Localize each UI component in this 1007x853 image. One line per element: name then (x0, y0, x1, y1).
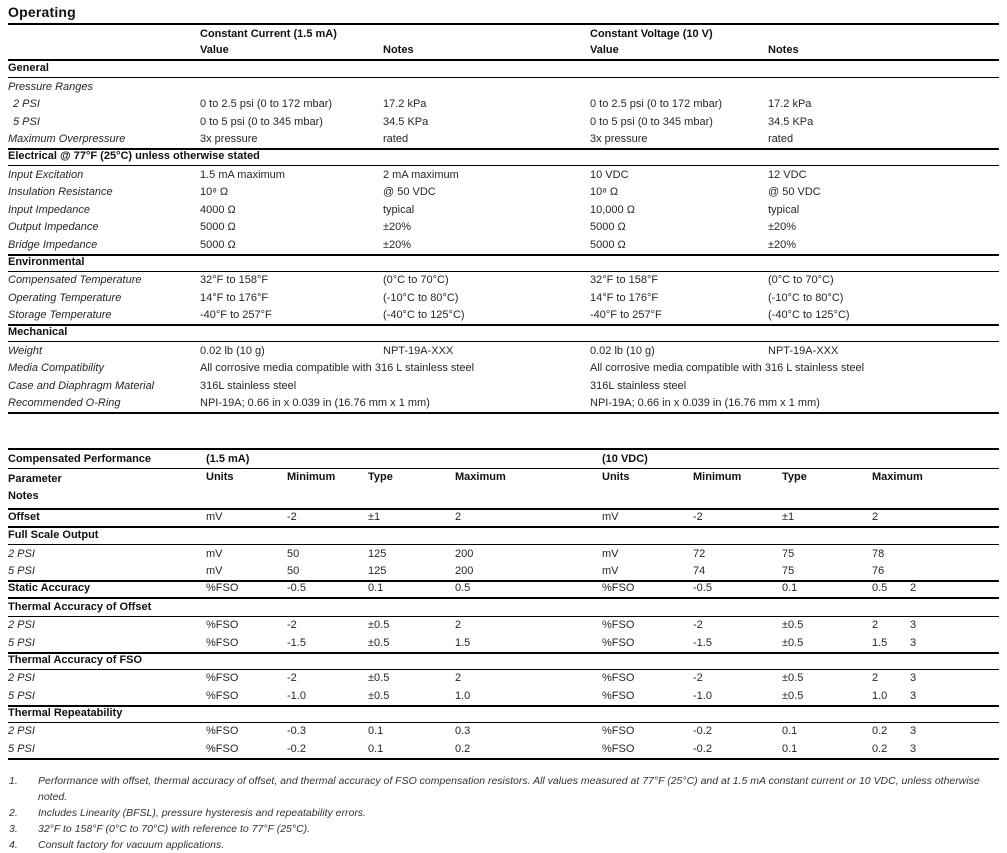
param-cell: Storage Temperature (8, 309, 112, 321)
section-header: Full Scale Output (8, 529, 99, 541)
minimum-cell: -1.0 (693, 689, 712, 702)
maximum-column-header: Maximum (872, 471, 923, 483)
notes-column-header: Notes (768, 43, 799, 56)
footnote-text: 32°F to 158°F (0°C to 70°C) with reference to 77°F (25°C). (38, 822, 311, 835)
param-cell: 5 PSI (13, 115, 40, 128)
table-row (8, 563, 999, 581)
param-cell: 2 PSI (8, 619, 35, 631)
table-row (8, 289, 999, 307)
param-cell: Bridge Impedance (8, 238, 98, 251)
type-cell: ±0.5 (368, 619, 390, 631)
minimum-cell: -2 (693, 510, 703, 523)
maximum-cell: 0.2 (455, 742, 471, 755)
value-cell: 5000 Ω (590, 221, 626, 233)
param-cell: 2 PSI (13, 98, 40, 110)
value-cell: 3x pressure (590, 133, 648, 145)
type-cell: ±0.5 (368, 636, 390, 649)
col-group-constant-current: Constant Current (1.5 mA) (200, 28, 337, 40)
value-cell: 4000 Ω (200, 203, 236, 216)
type-cell: ±0.5 (368, 672, 390, 684)
units-cell: %FSO (206, 742, 239, 755)
minimum-column-header: Minimum (693, 471, 742, 483)
maximum-cell: 0.5 (455, 582, 471, 594)
value-cell: 3x pressure (200, 133, 258, 145)
minimum-cell: -0.5 (287, 582, 306, 594)
col-group-voltage: (10 VDC) (602, 453, 648, 465)
minimum-cell: -2 (693, 619, 703, 631)
table-row (8, 545, 999, 563)
units-column-header: Units (602, 471, 630, 483)
section-row (8, 599, 999, 617)
table-row (8, 723, 999, 741)
value-cell: 10 VDC (590, 168, 629, 181)
notes-cell: ±20% (383, 221, 412, 233)
table-row (8, 184, 999, 202)
type-column-header: Type (782, 471, 807, 483)
value-cell: 14°F to 176°F (590, 291, 659, 304)
footnote-number: 3. (9, 822, 18, 835)
value-cell: 10⁸ Ω (590, 186, 619, 198)
table-header-row (8, 25, 999, 43)
notes-cell: @ 50 VDC (768, 186, 821, 198)
section-header: Electrical @ 77°F (25°C) unless otherwise stated (8, 150, 260, 162)
table-row (8, 307, 999, 325)
notes-cell: 17.2 kPa (768, 98, 812, 110)
col-group-current: (1.5 mA) (206, 453, 250, 465)
param-cell: Offset (8, 510, 40, 523)
minimum-cell: 50 (287, 547, 300, 560)
units-cell: %FSO (602, 636, 635, 649)
value-cell: 0 to 5 psi (0 to 345 mbar) (200, 115, 323, 128)
table-header-row (8, 43, 999, 61)
minimum-cell: 50 (287, 565, 300, 577)
units-cell: mV (602, 565, 619, 577)
param-cell: 5 PSI (8, 565, 35, 577)
table-row (8, 96, 999, 114)
table-row (8, 131, 999, 149)
note-ref-cell: 3 (910, 619, 917, 631)
table-row (8, 166, 999, 184)
operating-spec-table (8, 23, 999, 414)
notes-cell: ±20% (768, 221, 797, 233)
performance-table-title: Compensated Performance (8, 453, 152, 465)
units-cell: mV (602, 547, 619, 560)
maximum-cell: 0.3 (455, 725, 471, 737)
param-cell: 2 PSI (8, 672, 35, 684)
footnote (8, 837, 999, 853)
units-cell: mV (206, 547, 223, 560)
notes-cell: (0°C to 70°C) (383, 274, 449, 286)
maximum-cell: 78 (872, 547, 885, 560)
table-row (8, 113, 999, 131)
maximum-cell: 1.5 (455, 636, 471, 649)
type-cell: ±0.5 (368, 689, 390, 702)
units-cell: %FSO (602, 672, 635, 684)
param-cell: Recommended O-Ring (8, 397, 121, 409)
param-cell: Maximum Overpressure (8, 133, 126, 145)
param-cell: 2 PSI (8, 725, 35, 737)
minimum-cell: -1.5 (693, 636, 712, 649)
table-row (8, 395, 999, 413)
units-cell: mV (602, 510, 619, 523)
notes-column-header: Notes (383, 43, 414, 56)
param-cell: Compensated Temperature (8, 274, 142, 286)
footnote-text: Consult factory for vacuum applications. (38, 838, 225, 851)
value-cell: 0.02 lb (10 g) (590, 344, 655, 357)
section-header: General (8, 62, 49, 74)
units-cell: %FSO (206, 636, 239, 649)
footnote-number: 4. (9, 838, 18, 851)
table-row (8, 272, 999, 290)
type-cell: 125 (368, 565, 387, 577)
param-cell: 5 PSI (8, 689, 35, 702)
units-cell: %FSO (602, 689, 635, 702)
section-header: Thermal Accuracy of FSO (8, 653, 143, 666)
type-cell: ±1 (782, 510, 795, 523)
units-cell: %FSO (206, 725, 239, 737)
param-cell: 5 PSI (8, 636, 35, 649)
value-cell: All corrosive media compatible with 316 L stainless steel (590, 362, 865, 374)
notes-column-header: Notes (8, 490, 39, 502)
maximum-cell: 76 (872, 565, 885, 577)
section-row (8, 528, 999, 546)
value-cell: 0 to 5 psi (0 to 345 mbar) (590, 115, 713, 128)
minimum-cell: 72 (693, 547, 706, 560)
units-cell: mV (206, 565, 223, 577)
col-group-constant-voltage: Constant Voltage (10 V) (590, 28, 713, 40)
minimum-cell: -2 (287, 672, 297, 684)
type-cell: 0.1 (368, 582, 384, 594)
note-ref-cell: 3 (910, 742, 917, 755)
type-cell: ±0.5 (782, 619, 804, 631)
notes-cell: 34.5 KPa (768, 115, 814, 128)
maximum-cell: 2 (872, 619, 879, 631)
param-cell: Media Compatibility (8, 362, 104, 374)
maximum-column-header: Maximum (455, 471, 506, 483)
maximum-cell: 0.5 (872, 582, 888, 594)
maximum-cell: 1.0 (872, 689, 888, 702)
minimum-cell: -2 (287, 619, 297, 631)
param-cell: Operating Temperature (8, 291, 122, 304)
notes-cell: (0°C to 70°C) (768, 274, 834, 286)
units-cell: %FSO (206, 619, 239, 631)
value-cell: 0 to 2.5 psi (0 to 172 mbar) (200, 98, 333, 110)
param-notes-header-cell (8, 471, 206, 505)
table-row (8, 78, 999, 96)
value-cell: 5000 Ω (590, 238, 626, 251)
type-cell: 0.1 (368, 742, 384, 755)
value-cell: 14°F to 176°F (200, 291, 269, 304)
note-ref-cell: 3 (910, 689, 917, 702)
param-cell: Static Accuracy (8, 582, 91, 594)
param-cell: 2 PSI (8, 547, 35, 560)
param-cell: Input Excitation (8, 168, 84, 181)
units-cell: %FSO (602, 619, 635, 631)
notes-cell: (-10°C to 80°C) (383, 291, 459, 304)
page-title: Operating (8, 4, 76, 20)
type-cell: 0.1 (782, 582, 798, 594)
section-header: Thermal Repeatability (8, 706, 123, 719)
value-cell: -40°F to 257°F (590, 309, 662, 321)
minimum-cell: -2 (287, 510, 297, 523)
table-row (8, 201, 999, 219)
minimum-cell: -0.2 (287, 742, 306, 755)
note-ref-cell: 3 (910, 725, 917, 737)
notes-cell: ±20% (383, 238, 412, 251)
param-cell: Output Impedance (8, 221, 99, 233)
value-cell: 316L stainless steel (590, 379, 687, 392)
minimum-cell: -1.5 (287, 636, 306, 649)
param-cell: Case and Diaphragm Material (8, 379, 155, 392)
minimum-cell: -0.2 (693, 725, 712, 737)
table-header-row (8, 469, 999, 510)
note-ref-cell: 2 (910, 582, 917, 594)
notes-cell: rated (768, 133, 794, 145)
value-cell: NPI-19A; 0.66 in x 0.039 in (16.76 mm x 1 mm) (590, 397, 820, 409)
notes-cell: typical (383, 203, 415, 216)
maximum-cell: 1.5 (872, 636, 888, 649)
type-cell: 75 (782, 547, 795, 560)
footnote-text: Performance with offset, thermal accuracy of offset, and thermal accuracy of FSO compensation resistors. All values measured at 77°F (25°C) and at 1.5 mA constant current or 10 VDC, unless otherwise noted. (38, 774, 980, 803)
minimum-cell: -2 (693, 672, 703, 684)
value-cell: 5000 Ω (200, 221, 236, 233)
notes-cell: typical (768, 203, 800, 216)
footnote-number: 1. (9, 774, 18, 787)
units-column-header: Units (206, 471, 234, 483)
value-column-header: Value (200, 43, 229, 56)
value-cell: 0.02 lb (10 g) (200, 344, 265, 357)
units-cell: mV (206, 510, 223, 523)
value-cell: NPI-19A; 0.66 in x 0.039 in (16.76 mm x 1 mm) (200, 397, 430, 409)
table-row (8, 236, 999, 254)
maximum-cell: 2 (455, 619, 462, 631)
table-row (8, 342, 999, 360)
value-cell: 10,000 Ω (590, 203, 635, 216)
maximum-cell: 0.2 (872, 742, 888, 755)
type-column-header: Type (368, 471, 393, 483)
table-row (8, 510, 999, 528)
type-cell: 0.1 (782, 742, 798, 755)
value-cell: 0 to 2.5 psi (0 to 172 mbar) (590, 98, 723, 110)
value-cell: 32°F to 158°F (590, 274, 659, 286)
value-cell: 32°F to 158°F (200, 274, 269, 286)
maximum-cell: 2 (455, 672, 462, 684)
value-cell: 316L stainless steel (200, 379, 297, 392)
footnote-text: Includes Linearity (BFSL), pressure hysteresis and repeatability errors. (38, 806, 366, 819)
note-ref-cell: 3 (910, 672, 917, 684)
notes-cell: @ 50 VDC (383, 186, 436, 198)
maximum-cell: 1.0 (455, 689, 471, 702)
section-header: Mechanical (8, 326, 68, 338)
notes-cell: (-10°C to 80°C) (768, 291, 844, 304)
type-cell: 75 (782, 565, 795, 577)
units-cell: %FSO (602, 582, 635, 594)
param-cell: 5 PSI (8, 742, 35, 755)
type-cell: ±0.5 (782, 672, 804, 684)
table-row (8, 377, 999, 395)
type-cell: ±0.5 (782, 636, 804, 649)
type-cell: ±0.5 (782, 689, 804, 702)
footnote (8, 821, 999, 837)
section-header: Environmental (8, 255, 85, 268)
table-row (8, 740, 999, 758)
value-cell: 5000 Ω (200, 238, 236, 251)
minimum-cell: -0.2 (693, 742, 712, 755)
value-column-header: Value (590, 43, 619, 56)
table-row (8, 670, 999, 688)
minimum-cell: 74 (693, 565, 706, 577)
minimum-column-header: Minimum (287, 471, 336, 483)
section-row (8, 148, 999, 166)
maximum-cell: 2 (872, 510, 879, 523)
table-row (8, 634, 999, 652)
footnotes-list (8, 773, 999, 853)
type-cell: 0.1 (368, 725, 384, 737)
table-row (8, 360, 999, 378)
param-cell: Input Impedance (8, 203, 90, 216)
footnote-number: 2. (9, 806, 18, 819)
minimum-cell: -1.0 (287, 689, 306, 702)
table-row (8, 219, 999, 237)
notes-cell: (-40°C to 125°C) (768, 309, 850, 321)
notes-cell: (-40°C to 125°C) (383, 309, 465, 321)
performance-spec-table (8, 448, 999, 760)
minimum-cell: -0.5 (693, 582, 712, 594)
table-row (8, 580, 999, 599)
table-row (8, 617, 999, 635)
maximum-cell: 2 (872, 672, 879, 684)
notes-cell: 2 mA maximum (383, 168, 459, 181)
param-cell: Pressure Ranges (8, 80, 93, 93)
value-cell: All corrosive media compatible with 316 L stainless steel (200, 362, 475, 374)
section-row (8, 254, 999, 272)
type-cell: ±1 (368, 510, 381, 523)
param-cell: Insulation Resistance (8, 186, 113, 198)
section-row (8, 61, 999, 79)
parameter-column-header: Parameter (8, 473, 62, 485)
notes-cell: 34.5 KPa (383, 115, 429, 128)
value-cell: 10⁸ Ω (200, 186, 229, 198)
footnote (8, 773, 999, 805)
maximum-cell: 2 (455, 510, 462, 523)
param-cell: Weight (8, 344, 43, 357)
note-ref-cell: 3 (910, 636, 917, 649)
type-cell: 0.1 (782, 725, 798, 737)
notes-cell: NPT-19A-XXX (383, 344, 454, 357)
footnote (8, 805, 999, 821)
type-cell: 125 (368, 547, 387, 560)
units-cell: %FSO (206, 672, 239, 684)
section-row (8, 324, 999, 342)
section-row (8, 652, 999, 670)
table-header-row (8, 450, 999, 469)
section-header: Thermal Accuracy of Offset (8, 600, 152, 613)
units-cell: %FSO (602, 742, 635, 755)
units-cell: %FSO (206, 689, 239, 702)
notes-cell: ±20% (768, 238, 797, 251)
table-row (8, 687, 999, 705)
notes-cell: 12 VDC (768, 168, 807, 181)
value-cell: 1.5 mA maximum (200, 168, 285, 181)
section-row (8, 705, 999, 723)
maximum-cell: 200 (455, 565, 474, 577)
units-cell: %FSO (206, 582, 239, 594)
value-cell: -40°F to 257°F (200, 309, 272, 321)
notes-cell: rated (383, 133, 409, 145)
units-cell: %FSO (602, 725, 635, 737)
maximum-cell: 0.2 (872, 725, 888, 737)
notes-cell: 17.2 kPa (383, 98, 427, 110)
notes-cell: NPT-19A-XXX (768, 344, 839, 357)
minimum-cell: -0.3 (287, 725, 306, 737)
maximum-cell: 200 (455, 547, 474, 560)
